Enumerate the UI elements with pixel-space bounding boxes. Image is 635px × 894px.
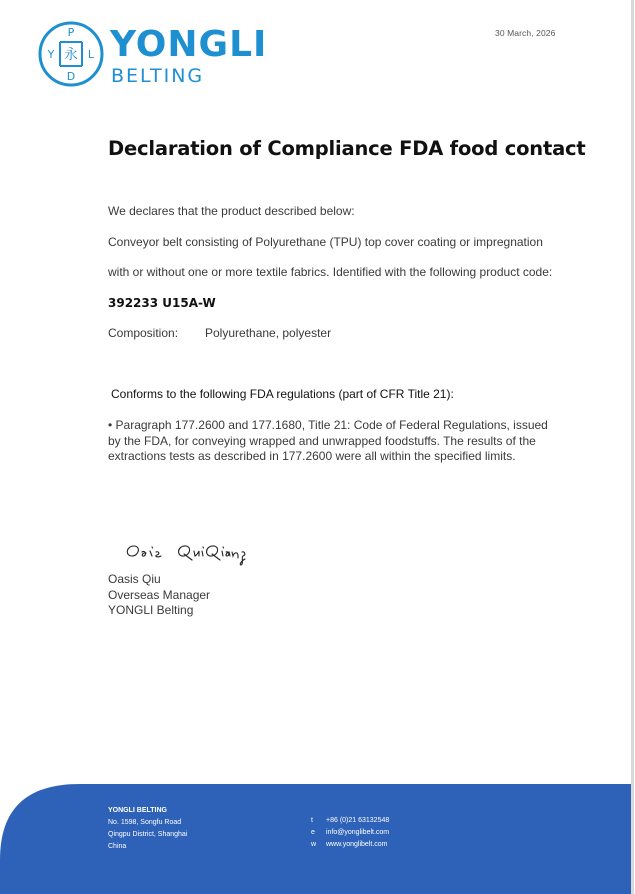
signatory-role: Overseas Manager	[108, 587, 211, 602]
conforms-heading: Conforms to the following FDA regulations (part of CFR Title 21):	[111, 387, 454, 401]
footer-web-row	[311, 839, 389, 851]
product-code: 392233 U15A-W	[108, 296, 216, 310]
footer-contacts	[311, 815, 389, 851]
page-edge-rule	[631, 0, 634, 894]
footer-company: YONGLI BELTING	[108, 807, 167, 814]
logo-emblem-icon	[40, 23, 102, 85]
footer-address-line-1: No. 1598, Songfu Road	[108, 819, 182, 826]
emblem-letter-left: Y	[47, 48, 55, 61]
composition-value: Polyurethane, polyester	[205, 326, 332, 340]
phone-label: t	[311, 817, 313, 824]
emblem-character: 永	[64, 47, 78, 63]
emblem-letter-right: L	[87, 48, 95, 61]
footer-email-row	[311, 827, 389, 839]
footer-address-line-3: China	[108, 843, 127, 850]
web-label: w	[311, 841, 317, 848]
footer-phone: +86 (0)21 63132548	[326, 817, 390, 824]
document-date: 30 March, 2026	[495, 28, 556, 38]
document-title: Declaration of Compliance FDA food contact	[108, 137, 586, 160]
brand-subtitle: BELTING	[111, 65, 205, 87]
description-line-1: Conveyor belt consisting of Polyurethane (TPU) top cover coating or impregnation	[108, 235, 543, 249]
composition-label: Composition:	[108, 326, 179, 340]
footer-address-line-2: Qingpu District, Shanghai	[108, 831, 188, 838]
handwritten-signature	[122, 532, 272, 572]
footer-website[interactable]: www.yonglibelt.com	[326, 841, 388, 848]
footer-email[interactable]: info@yonglibelt.com	[326, 829, 390, 836]
intro-text: We declares that the product described below:	[108, 204, 355, 218]
company-logo	[38, 20, 283, 90]
signatory-company: YONGLI Belting	[108, 603, 194, 617]
footer-address	[108, 805, 187, 853]
signatory-block	[108, 572, 210, 619]
signatory-name: Oasis Qiu	[108, 572, 161, 586]
brand-name: YONGLI	[110, 24, 268, 65]
description-line-2: with or without one or more textile fabrics. Identified with the following product code:	[108, 265, 553, 279]
footer-phone-row	[311, 815, 389, 827]
email-label: e	[311, 829, 315, 836]
emblem-letter-top: P	[67, 26, 75, 39]
emblem-letter-bottom: D	[66, 70, 76, 83]
regulation-paragraph: • Paragraph 177.2600 and 177.1680, Title 21: Code of Federal Regulations, issued by the FDA, for conveying wrapped and unwrapped foodstuffs. The results of the extractions tests as described in 177.2600 were all within the specified limits.	[108, 418, 548, 463]
